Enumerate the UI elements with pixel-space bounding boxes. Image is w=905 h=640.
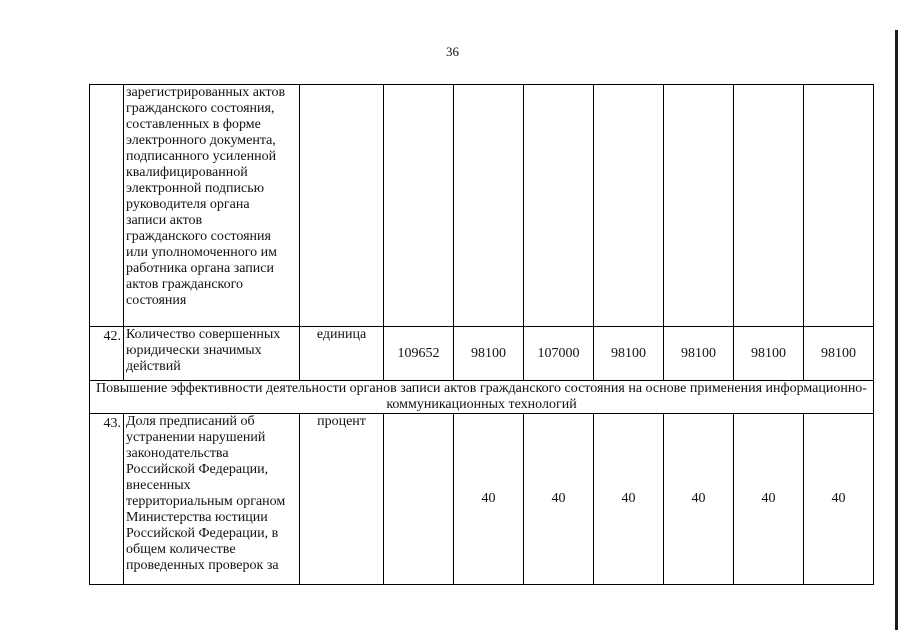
name-line: составленных в форме [126, 117, 261, 132]
unit-cell [300, 85, 384, 327]
name-line: актов гражданского [126, 277, 244, 292]
name-line: Количество совершенных [126, 327, 281, 342]
name-line: или уполномоченного им [126, 245, 277, 260]
name-line: записи актов [126, 213, 203, 228]
value-cell [384, 85, 454, 327]
name-line: территориальным органом [126, 494, 286, 509]
value-cell [734, 85, 804, 327]
name-line: внесенных [126, 478, 191, 493]
row-number [90, 85, 124, 327]
indicator-name [124, 327, 300, 381]
value-cell: 98100 [664, 327, 734, 381]
value-cell: 98100 [594, 327, 664, 381]
row-number: 42. [90, 327, 124, 381]
section-heading-row [90, 381, 874, 414]
name-line: законодательства [126, 446, 229, 461]
unit-cell: процент [300, 414, 384, 585]
value-cell [454, 85, 524, 327]
value-cell: 40 [734, 414, 804, 585]
name-line: Доля предписаний об [126, 414, 255, 429]
name-line: состояния [126, 293, 187, 308]
unit-cell: единица [300, 327, 384, 381]
name-line: подписанного усиленной [126, 149, 277, 164]
name-line: Российской Федерации, в [126, 526, 279, 541]
value-cell: 98100 [454, 327, 524, 381]
value-cell: 40 [454, 414, 524, 585]
value-cell: 109652 [384, 327, 454, 381]
name-line: гражданского состояния [126, 229, 271, 244]
value-cell [384, 414, 454, 585]
indicator-name [124, 85, 300, 327]
page-number: 36 [446, 44, 459, 59]
name-line: гражданского состояния, [126, 101, 275, 116]
value-cell: 98100 [804, 327, 874, 381]
name-line: Российской Федерации, [126, 462, 269, 477]
value-cell: 40 [664, 414, 734, 585]
name-line: руководителя органа [126, 197, 250, 212]
name-line: электронного документа, [126, 133, 276, 148]
row-number: 43. [90, 414, 124, 585]
value-cell: 40 [524, 414, 594, 585]
value-cell [594, 85, 664, 327]
table-row-42 [90, 327, 874, 381]
name-line: юридически значимых [126, 343, 262, 358]
table-row-continued [90, 85, 874, 327]
name-line: зарегистрированных актов [126, 85, 286, 100]
name-line: устранении нарушений [126, 430, 266, 445]
name-line: Министерства юстиции [126, 510, 268, 525]
value-cell [524, 85, 594, 327]
name-line: электронной подписью [126, 181, 265, 196]
indicator-name [124, 414, 300, 585]
name-line: квалифицированной [126, 165, 248, 180]
name-line: общем количестве [126, 542, 236, 557]
name-line: действий [126, 359, 181, 374]
name-line: работника органа записи [126, 261, 274, 276]
value-cell: 40 [594, 414, 664, 585]
indicators-table [89, 84, 874, 585]
value-cell: 40 [804, 414, 874, 585]
scan-edge-line [895, 30, 898, 630]
value-cell: 98100 [734, 327, 804, 381]
table-row-43 [90, 414, 874, 585]
section-heading: Повышение эффективности деятельности органов записи актов гражданского состояния на основе применения информационно-коммуникационных технологий [90, 381, 874, 414]
value-cell [664, 85, 734, 327]
name-line: проведенных проверок за [126, 558, 279, 573]
value-cell: 107000 [524, 327, 594, 381]
value-cell [804, 85, 874, 327]
